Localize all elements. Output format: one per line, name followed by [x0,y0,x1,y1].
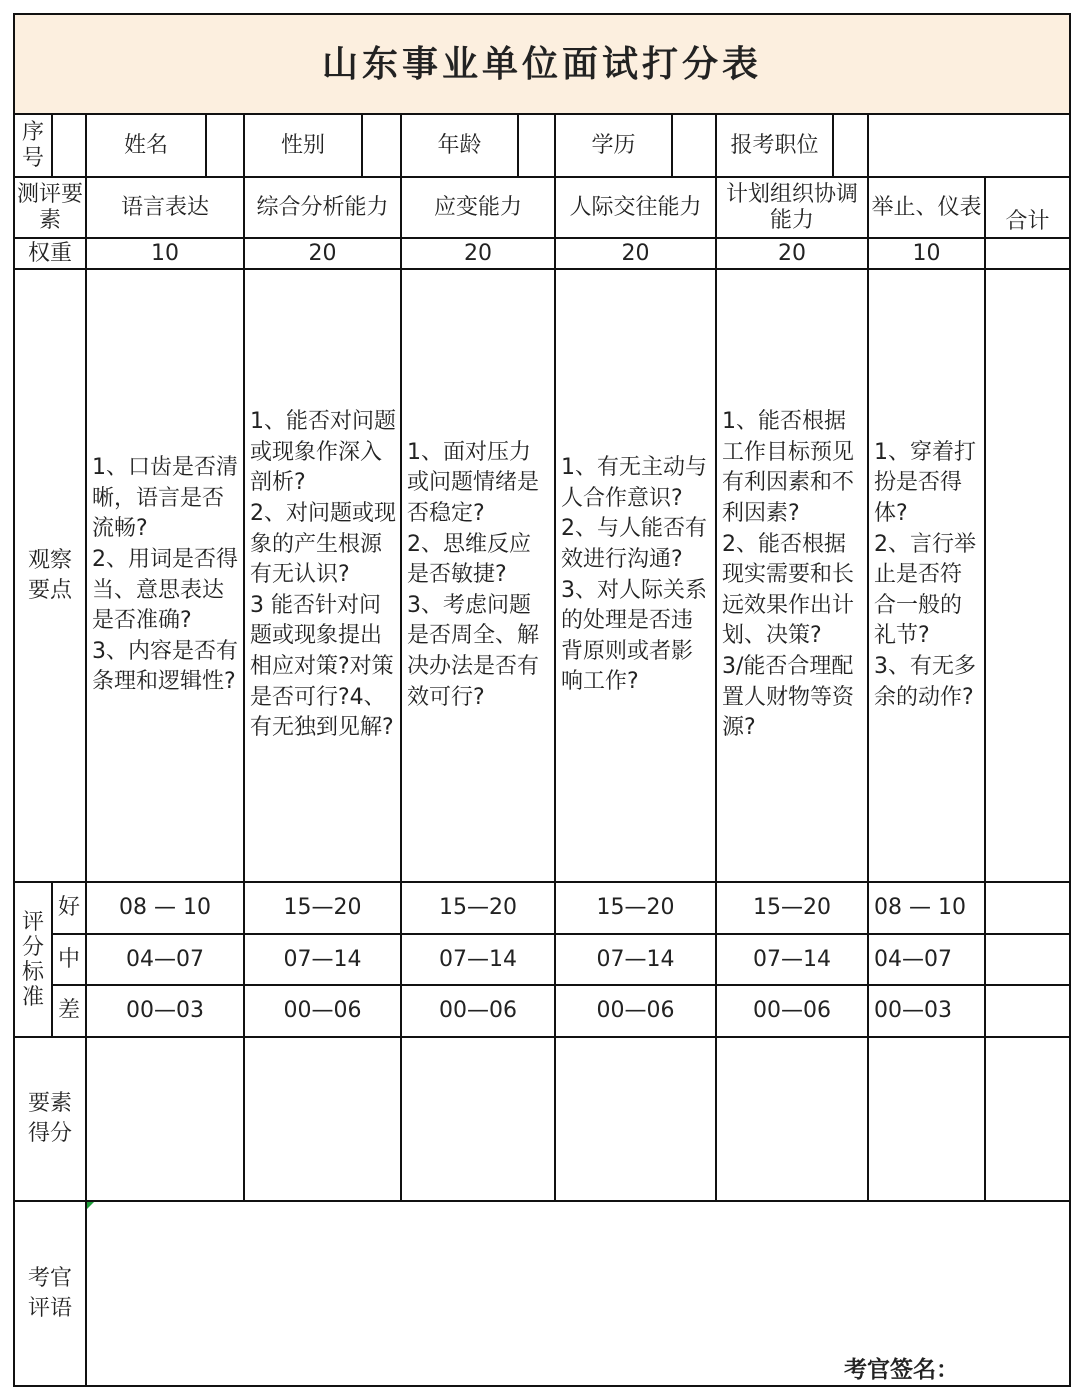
range-good-language: 08 — 10 [86,882,244,934]
score-analysis[interactable] [244,1037,401,1201]
range-poor-total[interactable] [985,985,1070,1037]
comment-area[interactable] [86,1201,1070,1386]
score-adaptability[interactable] [401,1037,555,1201]
observation-adaptability: 1、面对压力或问题情绪是否稳定? 2、思维反应是否敏捷? 3、考虑问题是否周全、解决办法是否有效可行? [401,269,555,882]
criteria-language: 语言表达 [86,177,244,238]
seq-value[interactable] [52,114,86,177]
range-poor-interpersonal: 00—06 [555,985,716,1037]
observation-analysis: 1、能否对问题或现象作深入剖析? 2、对问题或现象的产生根源有无认识? 3 能否针对问题或现象提出相应对策?对策是否可行?4、有无独到见解? [244,269,401,882]
name-value[interactable] [206,114,244,177]
observation-planning: 1、能否根据工作目标预见有利因素和不利因素? 2、能否根据现实需要和长远效果作出计划、决策? 3/能否合理配置人财物等资源? [716,269,868,882]
education-value[interactable] [672,114,716,177]
range-poor-adaptability: 00—06 [401,985,555,1037]
score-planning[interactable] [716,1037,868,1201]
score-manner[interactable] [868,1037,985,1201]
observation-manner: 1、穿着打扮是否得体? 2、言行举止是否符合一般的礼节? 3、有无多余的动作? [868,269,985,882]
score-total[interactable] [985,1037,1070,1201]
position-value[interactable] [868,114,1070,177]
weight-language: 10 [86,238,244,269]
criteria-label: 测评要素 [14,177,86,238]
element-score-label: 要素得分 [14,1037,86,1201]
range-good-total[interactable] [985,882,1070,934]
range-medium-language: 04—07 [86,934,244,985]
range-good-interpersonal: 15—20 [555,882,716,934]
name-label: 姓名 [86,114,206,177]
weight-adaptability: 20 [401,238,555,269]
criteria-analysis: 综合分析能力 [244,177,401,238]
criteria-manner: 举止、仪表 [868,177,985,238]
signature-label: 考官签名： [844,1357,959,1383]
level-medium: 中 [52,934,86,985]
observation-total[interactable] [985,269,1070,882]
page-title: 山东事业单位面试打分表 [14,14,1070,114]
weight-analysis: 20 [244,238,401,269]
range-good-analysis: 15—20 [244,882,401,934]
position-label: 报考职位 [716,114,833,177]
age-value[interactable] [518,114,555,177]
score-language[interactable] [86,1037,244,1201]
weight-label: 权重 [14,238,86,269]
score-table [13,13,1071,1387]
total-label: 合计 [985,177,1070,238]
range-medium-manner: 04—07 [868,934,985,985]
comment-marker-icon [87,1202,94,1209]
level-good: 好 [52,882,86,934]
position-blank[interactable] [833,114,868,177]
score-sheet [13,13,1071,1387]
range-medium-total[interactable] [985,934,1070,985]
gender-label: 性别 [244,114,362,177]
range-poor-analysis: 00—06 [244,985,401,1037]
range-good-adaptability: 15—20 [401,882,555,934]
range-medium-analysis: 07—14 [244,934,401,985]
age-label: 年龄 [401,114,518,177]
range-poor-planning: 00—06 [716,985,868,1037]
seq-label: 序号 [14,114,52,177]
range-medium-planning: 07—14 [716,934,868,985]
weight-manner: 10 [868,238,985,269]
weight-total[interactable] [985,238,1070,269]
criteria-adaptability: 应变能力 [401,177,555,238]
comment-label: 考官评语 [14,1201,86,1386]
range-medium-interpersonal: 07—14 [555,934,716,985]
range-good-manner: 08 — 10 [868,882,985,934]
level-poor: 差 [52,985,86,1037]
weight-planning: 20 [716,238,868,269]
criteria-planning: 计划组织协调能力 [716,177,868,238]
range-poor-language: 00—03 [86,985,244,1037]
range-good-planning: 15—20 [716,882,868,934]
weight-interpersonal: 20 [555,238,716,269]
scoring-label: 评分标准 [14,882,52,1037]
observation-label: 观察要点 [14,269,86,882]
range-medium-adaptability: 07—14 [401,934,555,985]
education-label: 学历 [555,114,672,177]
range-poor-manner: 00—03 [868,985,985,1037]
observation-interpersonal: 1、有无主动与人合作意识? 2、与人能否有效进行沟通? 3、对人际关系的处理是否违背原则或者影响工作? [555,269,716,882]
gender-value[interactable] [362,114,401,177]
criteria-interpersonal: 人际交往能力 [555,177,716,238]
score-interpersonal[interactable] [555,1037,716,1201]
observation-language: 1、口齿是否清晰，语言是否流畅? 2、用词是否得当、意思表达是否准确? 3、内容是否有条理和逻辑性? [86,269,244,882]
